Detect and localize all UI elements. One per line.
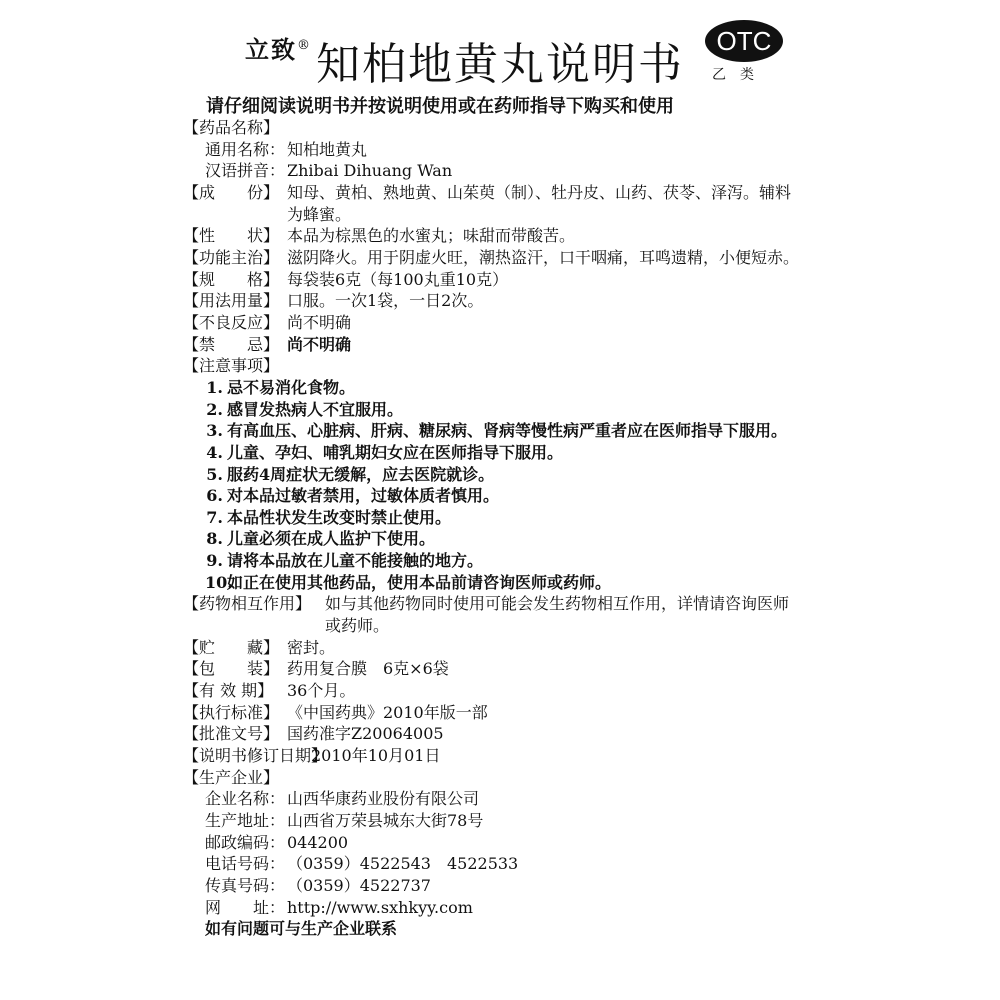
section-label: 【药物相互作用】 bbox=[183, 594, 312, 614]
brand-logo bbox=[245, 30, 312, 65]
row-value: http://www.sxhkyy.com bbox=[287, 897, 473, 917]
manufacturer-row bbox=[183, 832, 803, 854]
item-number: 5. bbox=[206, 464, 223, 484]
registered-mark: ® bbox=[297, 38, 312, 53]
item-text: 服药4周症状无缓解，应去医院就诊。 bbox=[227, 464, 495, 484]
section-row bbox=[183, 723, 803, 745]
row-value: （0359）4522737 bbox=[287, 875, 431, 895]
pinyin-row bbox=[183, 160, 803, 182]
manufacturer-row bbox=[183, 853, 803, 875]
item-number: 7. bbox=[206, 507, 223, 527]
section-label: 【成 份】 bbox=[183, 182, 280, 202]
section-row bbox=[183, 247, 803, 269]
item-number: 1. bbox=[206, 377, 223, 397]
precaution-item bbox=[183, 572, 803, 594]
row-key: 企业名称： bbox=[205, 789, 286, 809]
generic-name-row bbox=[183, 139, 803, 161]
section-label: 【包 装】 bbox=[183, 659, 280, 679]
brand-name: 立致 bbox=[245, 35, 297, 64]
contact-footer: 如有问题可与生产企业联系 bbox=[205, 919, 398, 939]
precaution-item bbox=[183, 507, 803, 529]
row-key: 生产地址： bbox=[205, 811, 286, 830]
precaution-item bbox=[183, 528, 803, 550]
item-text: 儿童必须在成人监护下使用。 bbox=[227, 529, 436, 549]
precaution-item bbox=[183, 442, 803, 464]
section-value: 密封。 bbox=[287, 637, 336, 657]
item-number: 3. bbox=[206, 421, 223, 441]
manufacturer-row bbox=[183, 788, 803, 810]
section-row bbox=[183, 680, 803, 702]
row-key: 汉语拼音： bbox=[205, 161, 286, 181]
otc-class: 乙类 bbox=[712, 67, 768, 83]
row-key: 电话号码： bbox=[205, 854, 286, 874]
precaution-item bbox=[183, 464, 803, 486]
precaution-item bbox=[183, 485, 803, 507]
section-value: 2010年10月01日 bbox=[311, 746, 441, 766]
manufacturer-row bbox=[183, 810, 803, 832]
row-value: （0359）4522543 4522533 bbox=[287, 854, 519, 874]
item-number: 2. bbox=[206, 399, 223, 419]
item-number: 6. bbox=[206, 486, 223, 506]
section-revision-date bbox=[183, 745, 803, 767]
section-value: 每袋装6克（每100丸重10克） bbox=[287, 269, 509, 289]
section-label: 【性 状】 bbox=[183, 226, 280, 246]
section-label: 【有 效 期】 bbox=[183, 681, 274, 701]
section-value: 尚不明确 bbox=[287, 312, 352, 332]
row-value: 山西省万荣县城东大街78号 bbox=[287, 811, 484, 830]
precaution-item bbox=[183, 550, 803, 572]
item-text: 儿童、孕妇、哺乳期妇女应在医师指导下服用。 bbox=[227, 442, 564, 462]
section-value: 本品为棕黑色的水蜜丸；味甜而带酸苦。 bbox=[287, 226, 576, 246]
section-value: 滋阴降火。用于阴虚火旺，潮热盗汗，口干咽痛，耳鸣遗精，小便短赤。 bbox=[287, 247, 800, 267]
section-row bbox=[183, 182, 803, 225]
leaflet-body bbox=[183, 117, 803, 940]
section-row bbox=[183, 312, 803, 334]
section-row bbox=[183, 269, 803, 291]
row-key: 网 址： bbox=[205, 897, 286, 917]
usage-warning: 请仔细阅读说明书并按说明使用或在药师指导下购买和使用 bbox=[206, 96, 674, 117]
section-manufacturer-label: 【生产企业】 bbox=[183, 767, 280, 787]
item-text: 有高血压、心脏病、肝病、糖尿病、肾病等慢性病严重者应在医师指导下服用。 bbox=[227, 421, 788, 441]
item-text: 忌不易消化食物。 bbox=[227, 377, 356, 397]
section-value: 口服。一次1袋，一日2次。 bbox=[287, 291, 484, 311]
section-value: 尚不明确 bbox=[287, 334, 352, 354]
section-label: 【执行标准】 bbox=[183, 702, 280, 722]
section-value: 知母、黄柏、熟地黄、山茱萸（制）、牡丹皮、山药、茯苓、泽泻。辅料为蜂蜜。 bbox=[287, 182, 792, 224]
manufacturer-row bbox=[183, 897, 803, 919]
section-interaction bbox=[183, 593, 803, 636]
precaution-item bbox=[183, 420, 803, 442]
section-label: 【批准文号】 bbox=[183, 724, 280, 744]
section-value: 国药准字Z20064005 bbox=[287, 724, 444, 744]
section-label: 【说明书修订日期】 bbox=[183, 746, 328, 766]
section-value: 如与其他药物同时使用可能会发生药物相互作用，详情请咨询医师或药师。 bbox=[325, 594, 790, 636]
section-label: 【不良反应】 bbox=[183, 312, 280, 332]
row-key: 邮政编码： bbox=[205, 832, 286, 852]
item-text: 请将本品放在儿童不能接触的地方。 bbox=[227, 551, 484, 571]
section-row bbox=[183, 225, 803, 247]
section-label: 【规 格】 bbox=[183, 269, 280, 289]
otc-badge: OTC bbox=[705, 20, 783, 62]
row-value: 044200 bbox=[287, 832, 349, 852]
section-row bbox=[183, 658, 803, 680]
item-number: 10. bbox=[205, 572, 233, 592]
section-label: 【禁 忌】 bbox=[183, 334, 280, 354]
row-key: 传真号码： bbox=[205, 875, 286, 895]
precaution-item bbox=[183, 399, 803, 421]
item-number: 9. bbox=[206, 551, 223, 571]
section-row bbox=[183, 702, 803, 724]
precaution-item bbox=[183, 377, 803, 399]
section-row bbox=[183, 637, 803, 659]
item-number: 4. bbox=[206, 442, 223, 462]
section-value: 药用复合膜 6克×6袋 bbox=[287, 659, 449, 679]
row-value: 山西华康药业股份有限公司 bbox=[287, 789, 480, 809]
item-text: 本品性状发生改变时禁止使用。 bbox=[227, 507, 452, 527]
section-label: 【功能主治】 bbox=[183, 247, 280, 267]
item-number: 8. bbox=[206, 529, 223, 549]
item-text: 对本品过敏者禁用，过敏体质者慎用。 bbox=[227, 486, 500, 506]
row-value: Zhibai Dihuang Wan bbox=[287, 161, 453, 181]
row-key: 通用名称： bbox=[205, 139, 286, 159]
section-row bbox=[183, 334, 803, 356]
section-label: 【贮 藏】 bbox=[183, 637, 280, 657]
section-precautions-label: 【注意事项】 bbox=[183, 356, 280, 376]
item-text: 感冒发热病人不宜服用。 bbox=[227, 399, 404, 419]
section-value: 36个月。 bbox=[287, 681, 356, 701]
row-value: 知柏地黄丸 bbox=[287, 139, 368, 159]
section-row bbox=[183, 290, 803, 312]
section-drug-name-label: 【药品名称】 bbox=[183, 118, 280, 137]
section-value: 《中国药典》2010年版一部 bbox=[287, 702, 488, 722]
section-label: 【用法用量】 bbox=[183, 291, 280, 311]
manufacturer-row bbox=[183, 875, 803, 897]
document-title: 知柏地黄丸说明书 bbox=[316, 39, 684, 90]
item-text: 如正在使用其他药品，使用本品前请咨询医师或药师。 bbox=[227, 572, 612, 592]
